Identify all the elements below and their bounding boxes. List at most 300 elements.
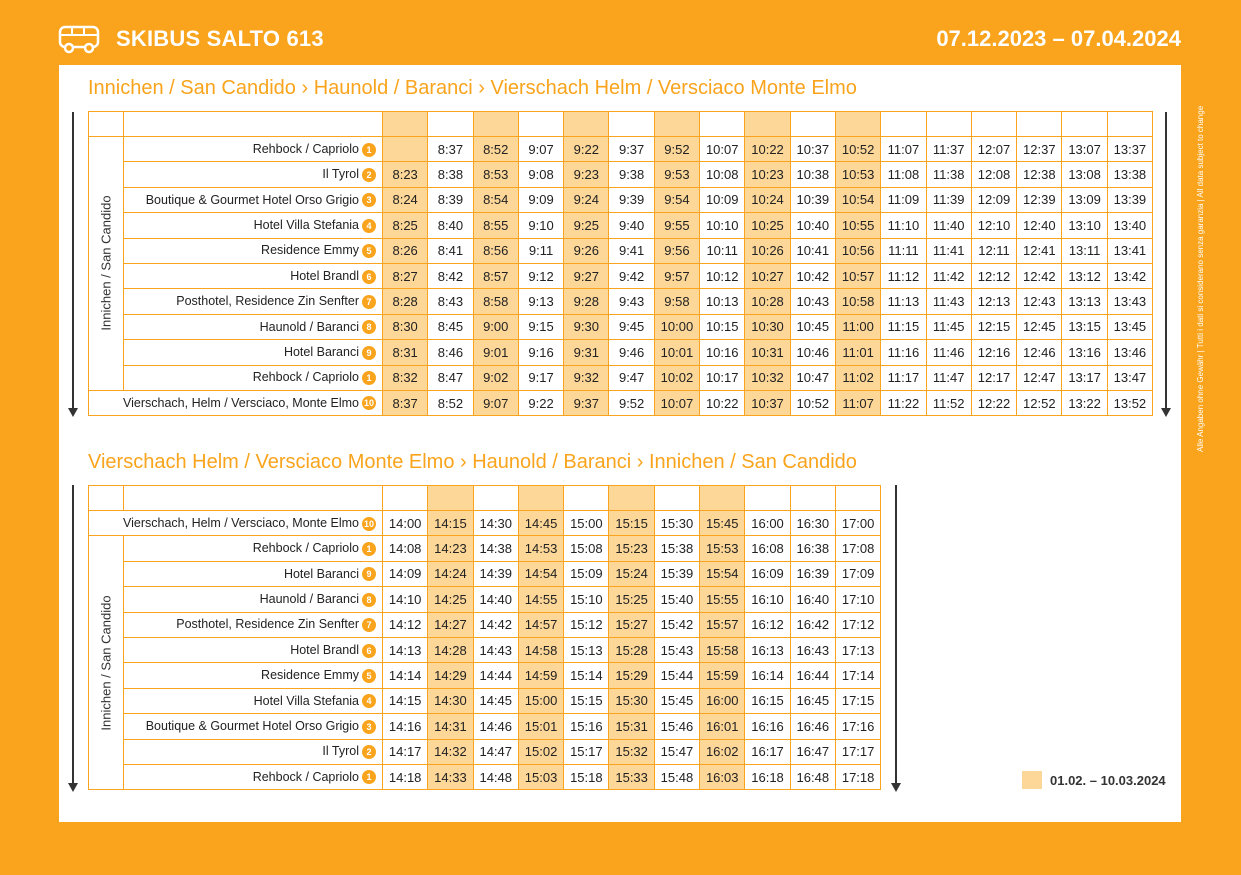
time-cell: 12:17 xyxy=(971,365,1016,390)
time-cell: 10:13 xyxy=(700,289,745,314)
time-cell: 15:46 xyxy=(654,714,699,739)
time-cell: 14:14 xyxy=(383,663,428,688)
legend-swatch xyxy=(1022,771,1042,789)
header-row xyxy=(89,112,1153,137)
time-cell: 15:00 xyxy=(564,511,609,536)
time-cell: 16:30 xyxy=(790,511,835,536)
time-cell: 17:08 xyxy=(835,536,880,561)
time-cell: 16:09 xyxy=(745,561,790,586)
time-cell: 11:07 xyxy=(835,390,880,415)
time-cell: 14:23 xyxy=(428,536,473,561)
time-cell: 8:40 xyxy=(428,213,473,238)
table-row xyxy=(89,137,1153,162)
time-cell: 14:39 xyxy=(473,561,518,586)
time-cell: 14:45 xyxy=(473,688,518,713)
time-cell: 14:53 xyxy=(518,536,563,561)
time-cell: 15:53 xyxy=(700,536,745,561)
stop-name-cell xyxy=(124,289,383,314)
time-cell: 9:07 xyxy=(518,137,563,162)
stop-number-badge: 9 xyxy=(362,346,376,360)
time-cell: 14:43 xyxy=(473,637,518,662)
stop-name: Residence Emmy xyxy=(261,243,359,258)
time-cell: 16:17 xyxy=(745,739,790,764)
time-cell: 15:14 xyxy=(564,663,609,688)
time-cell: 14:24 xyxy=(428,561,473,586)
time-cell: 10:41 xyxy=(790,238,835,263)
time-cell: 8:28 xyxy=(383,289,428,314)
table-row xyxy=(89,340,1153,365)
time-cell: 8:42 xyxy=(428,263,473,288)
time-cell: 12:41 xyxy=(1017,238,1062,263)
time-cell: 9:17 xyxy=(518,365,563,390)
stop-name-cell xyxy=(124,187,383,212)
time-cell: 9:28 xyxy=(564,289,609,314)
time-cell: 9:41 xyxy=(609,238,654,263)
time-cell: 10:28 xyxy=(745,289,790,314)
time-cell: 8:46 xyxy=(428,340,473,365)
time-cell: 14:40 xyxy=(473,587,518,612)
time-cell: 8:55 xyxy=(473,213,518,238)
time-cell: 8:37 xyxy=(428,137,473,162)
time-cell: 10:40 xyxy=(790,213,835,238)
header-cell xyxy=(518,486,563,511)
header-cell xyxy=(1062,112,1107,137)
header-cell xyxy=(971,112,1016,137)
time-cell: 9:57 xyxy=(654,263,699,288)
time-cell: 10:25 xyxy=(745,213,790,238)
header-cell xyxy=(835,486,880,511)
time-cell: 16:46 xyxy=(790,714,835,739)
header-cell xyxy=(654,112,699,137)
time-cell: 8:38 xyxy=(428,162,473,187)
time-cell: 10:08 xyxy=(700,162,745,187)
time-cell: 9:55 xyxy=(654,213,699,238)
time-cell: 14:25 xyxy=(428,587,473,612)
group-label-cell xyxy=(89,536,124,790)
stop-name: Boutique & Gourmet Hotel Orso Grigio xyxy=(145,718,359,733)
time-cell: 11:13 xyxy=(881,289,926,314)
time-cell: 16:48 xyxy=(790,764,835,789)
time-cell: 16:14 xyxy=(745,663,790,688)
time-cell: 15:03 xyxy=(518,764,563,789)
time-cell: 13:10 xyxy=(1062,213,1107,238)
stop-name-cell xyxy=(124,213,383,238)
time-cell: 9:53 xyxy=(654,162,699,187)
table-row xyxy=(89,263,1153,288)
time-cell: 11:40 xyxy=(926,213,971,238)
disclaimer-note: Alle Angaben ohne Gewähr | Tutti i dati si considerano senza garanzia | All data subject to change xyxy=(1196,105,1205,452)
time-cell: 9:52 xyxy=(654,137,699,162)
stop-number-badge: 4 xyxy=(362,219,376,233)
time-cell: 14:45 xyxy=(518,511,563,536)
table-row xyxy=(89,637,881,662)
header-cell xyxy=(428,486,473,511)
header-cell xyxy=(790,486,835,511)
time-cell: 10:52 xyxy=(835,137,880,162)
time-cell: 12:16 xyxy=(971,340,1016,365)
time-cell: 16:40 xyxy=(790,587,835,612)
time-cell: 11:46 xyxy=(926,340,971,365)
time-cell: 9:16 xyxy=(518,340,563,365)
time-cell: 14:30 xyxy=(473,511,518,536)
stop-name-cell xyxy=(124,263,383,288)
time-cell: 14:16 xyxy=(383,714,428,739)
time-cell: 14:09 xyxy=(383,561,428,586)
time-cell: 14:18 xyxy=(383,764,428,789)
stop-number-badge: 5 xyxy=(362,669,376,683)
time-cell: 17:12 xyxy=(835,612,880,637)
time-cell: 13:22 xyxy=(1062,390,1107,415)
table-row xyxy=(89,213,1153,238)
header-bar xyxy=(0,0,1241,65)
time-cell: 17:14 xyxy=(835,663,880,688)
table-row xyxy=(89,587,881,612)
stop-name-cell xyxy=(124,739,383,764)
time-cell: 10:54 xyxy=(835,187,880,212)
header-cell xyxy=(473,112,518,137)
time-cell: 13:09 xyxy=(1062,187,1107,212)
table-row xyxy=(89,162,1153,187)
time-cell: 15:00 xyxy=(518,688,563,713)
time-cell: 12:52 xyxy=(1017,390,1062,415)
time-cell: 13:39 xyxy=(1107,187,1152,212)
time-cell: 15:16 xyxy=(564,714,609,739)
time-cell: 10:57 xyxy=(835,263,880,288)
time-cell: 8:57 xyxy=(473,263,518,288)
time-cell: 12:22 xyxy=(971,390,1016,415)
header-cell xyxy=(1017,112,1062,137)
time-cell: 11:12 xyxy=(881,263,926,288)
time-cell: 15:57 xyxy=(700,612,745,637)
time-cell: 16:00 xyxy=(700,688,745,713)
time-cell: 13:08 xyxy=(1062,162,1107,187)
stop-number-badge: 7 xyxy=(362,618,376,632)
time-cell: 10:42 xyxy=(790,263,835,288)
time-cell: 10:00 xyxy=(654,314,699,339)
time-cell: 9:40 xyxy=(609,213,654,238)
time-cell: 10:07 xyxy=(654,390,699,415)
time-cell: 10:07 xyxy=(700,137,745,162)
header-cell xyxy=(473,486,518,511)
stop-number-badge: 1 xyxy=(362,770,376,784)
time-cell: 14:08 xyxy=(383,536,428,561)
time-cell: 11:45 xyxy=(926,314,971,339)
stop-name-cell xyxy=(124,238,383,263)
time-cell: 16:01 xyxy=(700,714,745,739)
stop-name: Boutique & Gourmet Hotel Orso Grigio xyxy=(145,192,359,207)
time-cell: 10:31 xyxy=(745,340,790,365)
stop-name: Hotel Villa Stefania xyxy=(253,218,359,233)
time-cell: 12:45 xyxy=(1017,314,1062,339)
time-cell: 16:03 xyxy=(700,764,745,789)
stop-number-badge: 3 xyxy=(362,193,376,207)
time-cell: 15:30 xyxy=(654,511,699,536)
time-cell: 8:47 xyxy=(428,365,473,390)
time-cell: 16:12 xyxy=(745,612,790,637)
time-cell: 9:23 xyxy=(564,162,609,187)
time-cell: 9:13 xyxy=(518,289,563,314)
time-cell: 16:44 xyxy=(790,663,835,688)
time-cell: 16:16 xyxy=(745,714,790,739)
stop-name: Hotel Baranci xyxy=(283,566,359,581)
time-cell: 12:15 xyxy=(971,314,1016,339)
time-cell: 14:27 xyxy=(428,612,473,637)
time-cell: 13:15 xyxy=(1062,314,1107,339)
time-cell: 8:58 xyxy=(473,289,518,314)
header-cell xyxy=(564,486,609,511)
header-cell xyxy=(926,112,971,137)
time-cell: 15:24 xyxy=(609,561,654,586)
time-cell: 12:38 xyxy=(1017,162,1062,187)
time-cell: 14:59 xyxy=(518,663,563,688)
time-cell: 16:39 xyxy=(790,561,835,586)
group-label: Innichen / San Candido xyxy=(98,195,114,332)
time-cell: 13:11 xyxy=(1062,238,1107,263)
time-cell: 17:10 xyxy=(835,587,880,612)
time-cell: 10:24 xyxy=(745,187,790,212)
time-cell: 16:47 xyxy=(790,739,835,764)
time-cell: 10:39 xyxy=(790,187,835,212)
time-cell: 8:41 xyxy=(428,238,473,263)
time-cell: 10:02 xyxy=(654,365,699,390)
time-cell: 10:58 xyxy=(835,289,880,314)
stop-number-badge: 3 xyxy=(362,720,376,734)
header-cell xyxy=(428,112,473,137)
header-cell xyxy=(564,112,609,137)
time-cell: 15:44 xyxy=(654,663,699,688)
time-cell: 8:52 xyxy=(473,137,518,162)
time-cell: 8:23 xyxy=(383,162,428,187)
stop-name: Haunold / Baranci xyxy=(259,592,359,607)
time-cell: 9:58 xyxy=(654,289,699,314)
time-cell: 9:45 xyxy=(609,314,654,339)
time-cell: 15:42 xyxy=(654,612,699,637)
stop-number-badge: 8 xyxy=(362,593,376,607)
time-cell: 15:31 xyxy=(609,714,654,739)
time-cell: 10:46 xyxy=(790,340,835,365)
stop-name-cell xyxy=(124,714,383,739)
timetable-panel xyxy=(59,65,1181,822)
time-cell: 10:45 xyxy=(790,314,835,339)
time-cell: 13:45 xyxy=(1107,314,1152,339)
time-cell: 8:39 xyxy=(428,187,473,212)
header-cell xyxy=(124,112,383,137)
time-cell: 13:16 xyxy=(1062,340,1107,365)
time-cell: 8:27 xyxy=(383,263,428,288)
stop-number-badge: 9 xyxy=(362,567,376,581)
time-cell: 16:43 xyxy=(790,637,835,662)
time-cell: 15:13 xyxy=(564,637,609,662)
time-cell: 9:24 xyxy=(564,187,609,212)
time-cell: 12:39 xyxy=(1017,187,1062,212)
time-cell: 14:38 xyxy=(473,536,518,561)
header-cell xyxy=(383,112,428,137)
stop-name: Residence Emmy xyxy=(261,668,359,683)
time-cell: 10:43 xyxy=(790,289,835,314)
time-cell: 15:15 xyxy=(564,688,609,713)
time-cell: 9:10 xyxy=(518,213,563,238)
time-cell: 17:13 xyxy=(835,637,880,662)
time-cell: 10:26 xyxy=(745,238,790,263)
time-cell: 12:08 xyxy=(971,162,1016,187)
time-cell: 15:12 xyxy=(564,612,609,637)
direction-arrow-left xyxy=(72,485,74,784)
time-cell: 15:09 xyxy=(564,561,609,586)
table-row xyxy=(89,561,881,586)
time-cell: 11:11 xyxy=(881,238,926,263)
time-cell: 9:22 xyxy=(518,390,563,415)
table-row xyxy=(89,612,881,637)
time-cell: 16:02 xyxy=(700,739,745,764)
stop-name: Il Tyrol xyxy=(322,744,359,759)
stop-number-badge: 4 xyxy=(362,694,376,708)
time-cell: 14:47 xyxy=(473,739,518,764)
time-cell: 11:07 xyxy=(881,137,926,162)
time-cell: 9:39 xyxy=(609,187,654,212)
stop-number-badge: 2 xyxy=(362,745,376,759)
time-cell: 11:47 xyxy=(926,365,971,390)
time-cell: 15:38 xyxy=(654,536,699,561)
time-cell: 9:52 xyxy=(609,390,654,415)
time-cell: 15:39 xyxy=(654,561,699,586)
time-cell: 9:37 xyxy=(609,137,654,162)
time-cell: 16:42 xyxy=(790,612,835,637)
time-cell: 9:54 xyxy=(654,187,699,212)
time-cell: 14:55 xyxy=(518,587,563,612)
group-label: Innichen / San Candido xyxy=(98,595,114,731)
stop-name: Haunold / Baranci xyxy=(259,319,359,334)
time-cell: 15:08 xyxy=(564,536,609,561)
time-cell: 12:46 xyxy=(1017,340,1062,365)
stop-name-cell xyxy=(124,365,383,390)
time-cell: 13:46 xyxy=(1107,340,1152,365)
time-cell: 16:38 xyxy=(790,536,835,561)
time-cell: 10:56 xyxy=(835,238,880,263)
time-cell: 11:38 xyxy=(926,162,971,187)
time-cell: 10:15 xyxy=(700,314,745,339)
time-cell: 15:25 xyxy=(609,587,654,612)
time-cell: 8:24 xyxy=(383,187,428,212)
time-cell: 8:53 xyxy=(473,162,518,187)
stop-number-badge: 8 xyxy=(362,320,376,334)
time-cell: 15:33 xyxy=(609,764,654,789)
time-cell: 13:07 xyxy=(1062,137,1107,162)
time-cell: 16:00 xyxy=(745,511,790,536)
time-cell: 14:28 xyxy=(428,637,473,662)
header-cell xyxy=(700,112,745,137)
time-cell: 9:37 xyxy=(564,390,609,415)
time-cell: 15:45 xyxy=(654,688,699,713)
table-row xyxy=(89,536,881,561)
time-cell: 13:43 xyxy=(1107,289,1152,314)
time-cell: 14:48 xyxy=(473,764,518,789)
time-cell: 16:18 xyxy=(745,764,790,789)
stop-number-badge: 6 xyxy=(362,644,376,658)
time-cell: 10:27 xyxy=(745,263,790,288)
time-cell: 11:39 xyxy=(926,187,971,212)
group-label-cell xyxy=(89,137,124,391)
time-cell: 17:09 xyxy=(835,561,880,586)
table-row xyxy=(89,688,881,713)
time-cell: 9:30 xyxy=(564,314,609,339)
time-cell: 10:52 xyxy=(790,390,835,415)
stop-name: Hotel Baranci xyxy=(283,344,359,359)
stop-name-cell xyxy=(124,764,383,789)
time-cell: 10:01 xyxy=(654,340,699,365)
return-title: Vierschach Helm / Versciaco Monte Elmo › Haunold / Baranci › Innichen / San Candido xyxy=(88,451,857,473)
header-cell xyxy=(383,486,428,511)
table-row xyxy=(89,764,881,789)
time-cell: 10:23 xyxy=(745,162,790,187)
time-cell: 10:11 xyxy=(700,238,745,263)
stop-name-cell xyxy=(124,137,383,162)
time-cell: 13:12 xyxy=(1062,263,1107,288)
direction-arrow-right xyxy=(895,485,897,784)
time-cell: 12:42 xyxy=(1017,263,1062,288)
time-cell: 11:10 xyxy=(881,213,926,238)
stop-name-cell xyxy=(124,587,383,612)
stop-name-cell xyxy=(124,612,383,637)
table-row xyxy=(89,714,881,739)
time-cell: 13:42 xyxy=(1107,263,1152,288)
time-cell: 13:13 xyxy=(1062,289,1107,314)
header-cell xyxy=(518,112,563,137)
time-cell: 14:29 xyxy=(428,663,473,688)
time-cell: 9:09 xyxy=(518,187,563,212)
time-cell: 14:46 xyxy=(473,714,518,739)
time-cell: 14:30 xyxy=(428,688,473,713)
direction-arrow-right xyxy=(1165,112,1167,409)
time-cell: 15:23 xyxy=(609,536,654,561)
stop-number-badge: 10 xyxy=(363,518,374,529)
time-cell: 13:37 xyxy=(1107,137,1152,162)
time-cell: 11:02 xyxy=(835,365,880,390)
time-cell: 9:08 xyxy=(518,162,563,187)
time-cell: 12:12 xyxy=(971,263,1016,288)
time-cell: 14:00 xyxy=(383,511,428,536)
time-cell: 10:37 xyxy=(790,137,835,162)
time-cell: 9:43 xyxy=(609,289,654,314)
time-cell: 11:00 xyxy=(835,314,880,339)
time-cell: 9:56 xyxy=(654,238,699,263)
time-cell: 9:26 xyxy=(564,238,609,263)
stop-number-badge: 1 xyxy=(362,542,376,556)
time-cell: 12:09 xyxy=(971,187,1016,212)
time-cell: 9:46 xyxy=(609,340,654,365)
time-cell: 15:58 xyxy=(700,637,745,662)
time-cell: 10:12 xyxy=(700,263,745,288)
time-cell: 10:10 xyxy=(700,213,745,238)
time-cell: 10:55 xyxy=(835,213,880,238)
time-cell: 12:43 xyxy=(1017,289,1062,314)
header-cell xyxy=(745,486,790,511)
time-cell: 10:09 xyxy=(700,187,745,212)
table-row xyxy=(89,739,881,764)
time-cell: 17:00 xyxy=(835,511,880,536)
time-cell: 9:42 xyxy=(609,263,654,288)
stop-name: Hotel Brandl xyxy=(290,642,359,657)
time-cell: 17:15 xyxy=(835,688,880,713)
time-cell: 11:08 xyxy=(881,162,926,187)
time-cell: 14:10 xyxy=(383,587,428,612)
stop-name-cell xyxy=(124,340,383,365)
time-cell: 15:01 xyxy=(518,714,563,739)
table-row xyxy=(89,314,1153,339)
time-cell: 9:38 xyxy=(609,162,654,187)
stop-name-cell xyxy=(124,688,383,713)
table-row xyxy=(89,187,1153,212)
stop-name: Rehbock / Capriolo xyxy=(252,370,359,385)
